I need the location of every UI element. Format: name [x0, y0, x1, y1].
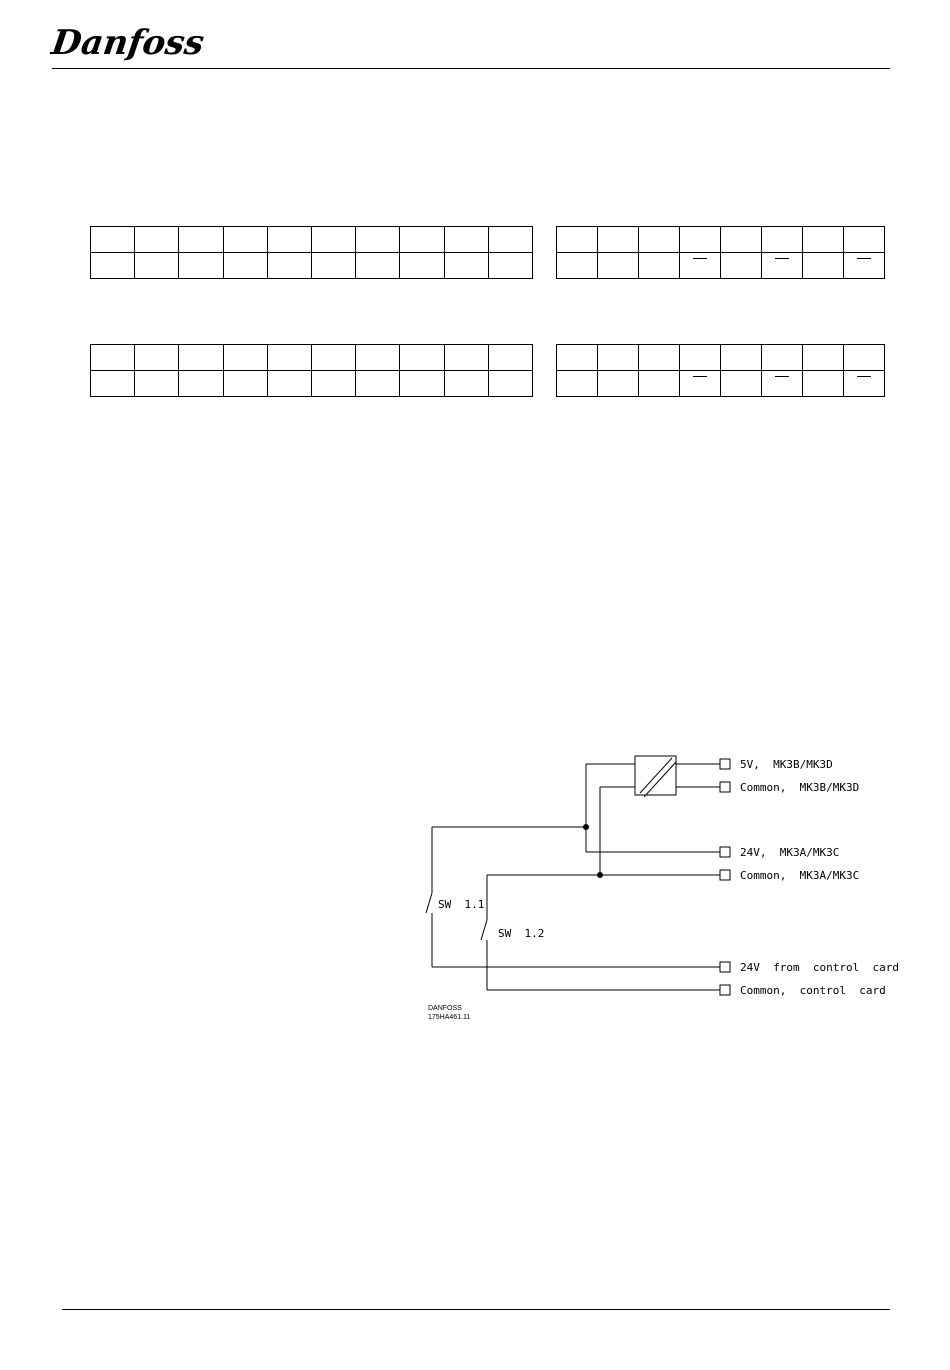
table-cell [311, 345, 355, 371]
table-cell [91, 371, 135, 397]
terminal-label-common-mk3a: Common, MK3A/MK3C [740, 869, 860, 882]
svg-text:Danfoss: Danfoss [49, 23, 207, 63]
code-table-2-left [90, 344, 533, 397]
table-cell [267, 227, 311, 253]
table-cell [444, 253, 488, 279]
table-cell [135, 253, 179, 279]
table-cell [356, 227, 400, 253]
table-cell [444, 227, 488, 253]
table-cell [179, 345, 223, 371]
danfoss-logo [49, 14, 207, 70]
table-row [557, 253, 885, 279]
table-cell [356, 371, 400, 397]
table-cell [223, 371, 267, 397]
table-cell [557, 345, 598, 371]
table-row [91, 253, 533, 279]
table-cell [444, 371, 488, 397]
table-cell [444, 345, 488, 371]
switch-blade-1 [426, 893, 432, 913]
table-cell [267, 253, 311, 279]
table-cell [267, 345, 311, 371]
table-cell [179, 227, 223, 253]
terminal-label-common-control-card: Common, control card [740, 984, 886, 997]
table-cell [762, 227, 803, 253]
drawing-code-line-1: DANFOSS [428, 1005, 462, 1012]
terminal-label-24v-control-card: 24V from control card [740, 961, 899, 974]
table-cell [311, 253, 355, 279]
terminal-common-control-card [720, 985, 730, 995]
table-cell [91, 345, 135, 371]
table-cell [400, 371, 444, 397]
table-cell [721, 253, 762, 279]
table-cell [488, 227, 532, 253]
table-cell [639, 371, 680, 397]
table-row [557, 345, 885, 371]
table-cell [639, 227, 680, 253]
table-cell [356, 253, 400, 279]
table-cell [311, 371, 355, 397]
terminal-24v-mk3a [720, 847, 730, 857]
dc-converter-slash [640, 758, 672, 793]
table-cell [803, 253, 844, 279]
table-cell [91, 253, 135, 279]
table-row [91, 227, 533, 253]
table-cell [803, 371, 844, 397]
switch-label-sw12: SW 1.2 [498, 927, 545, 940]
table-cell [267, 371, 311, 397]
table-cell [311, 227, 355, 253]
table-cell [721, 345, 762, 371]
table-cell [639, 253, 680, 279]
junction-dot-24v [583, 824, 589, 830]
table-cell [557, 371, 598, 397]
table-cell [721, 371, 762, 397]
table-cell [488, 253, 532, 279]
terminal-24v-control-card [720, 962, 730, 972]
table-cell [598, 227, 639, 253]
table-cell [488, 371, 532, 397]
table-cell [91, 227, 135, 253]
code-table-2-right [556, 344, 885, 397]
table-cell [598, 345, 639, 371]
table-cell [762, 371, 803, 397]
table-cell [135, 345, 179, 371]
header-rule [52, 68, 890, 69]
table-cell [557, 253, 598, 279]
switch-label-sw11: SW 1.1 [438, 898, 485, 911]
table-cell [223, 345, 267, 371]
table-cell [844, 371, 885, 397]
table-cell [803, 227, 844, 253]
table-cell [223, 227, 267, 253]
table-cell [223, 253, 267, 279]
code-table-1-left [90, 226, 533, 279]
table-cell [844, 345, 885, 371]
terminal-common-mk3a [720, 870, 730, 880]
table-cell [135, 227, 179, 253]
table-cell [135, 371, 179, 397]
table-cell [680, 253, 721, 279]
junction-dot-common [597, 872, 603, 878]
terminal-label-24v-mk3a: 24V, MK3A/MK3C [740, 846, 840, 859]
table-cell [803, 345, 844, 371]
table-cell [762, 345, 803, 371]
table-cell [400, 253, 444, 279]
table-cell [400, 345, 444, 371]
table-row [557, 371, 885, 397]
table-cell [721, 227, 762, 253]
terminal-common-mk3b [720, 782, 730, 792]
table-cell [557, 227, 598, 253]
table-cell [844, 253, 885, 279]
drawing-code-line-2: 175HA461.11 [428, 1014, 471, 1021]
table-row [557, 227, 885, 253]
table-cell [639, 345, 680, 371]
table-cell [598, 253, 639, 279]
dc-converter-box [635, 756, 676, 795]
footer-rule [62, 1309, 890, 1310]
terminal-5v-mk3b [720, 759, 730, 769]
table-cell [598, 371, 639, 397]
terminal-label-common-mk3b: Common, MK3B/MK3D [740, 781, 860, 794]
table-cell [762, 253, 803, 279]
table-cell [356, 345, 400, 371]
switch-blade-2 [481, 920, 487, 940]
table-cell [179, 371, 223, 397]
table-row [91, 345, 533, 371]
code-table-1-right [556, 226, 885, 279]
table-row [91, 371, 533, 397]
terminal-label-5v-mk3b: 5V, MK3B/MK3D [740, 758, 833, 771]
table-cell [400, 227, 444, 253]
table-cell [844, 227, 885, 253]
table-cell [179, 253, 223, 279]
table-cell [488, 345, 532, 371]
table-cell [680, 345, 721, 371]
table-cell [680, 371, 721, 397]
table-cell [680, 227, 721, 253]
